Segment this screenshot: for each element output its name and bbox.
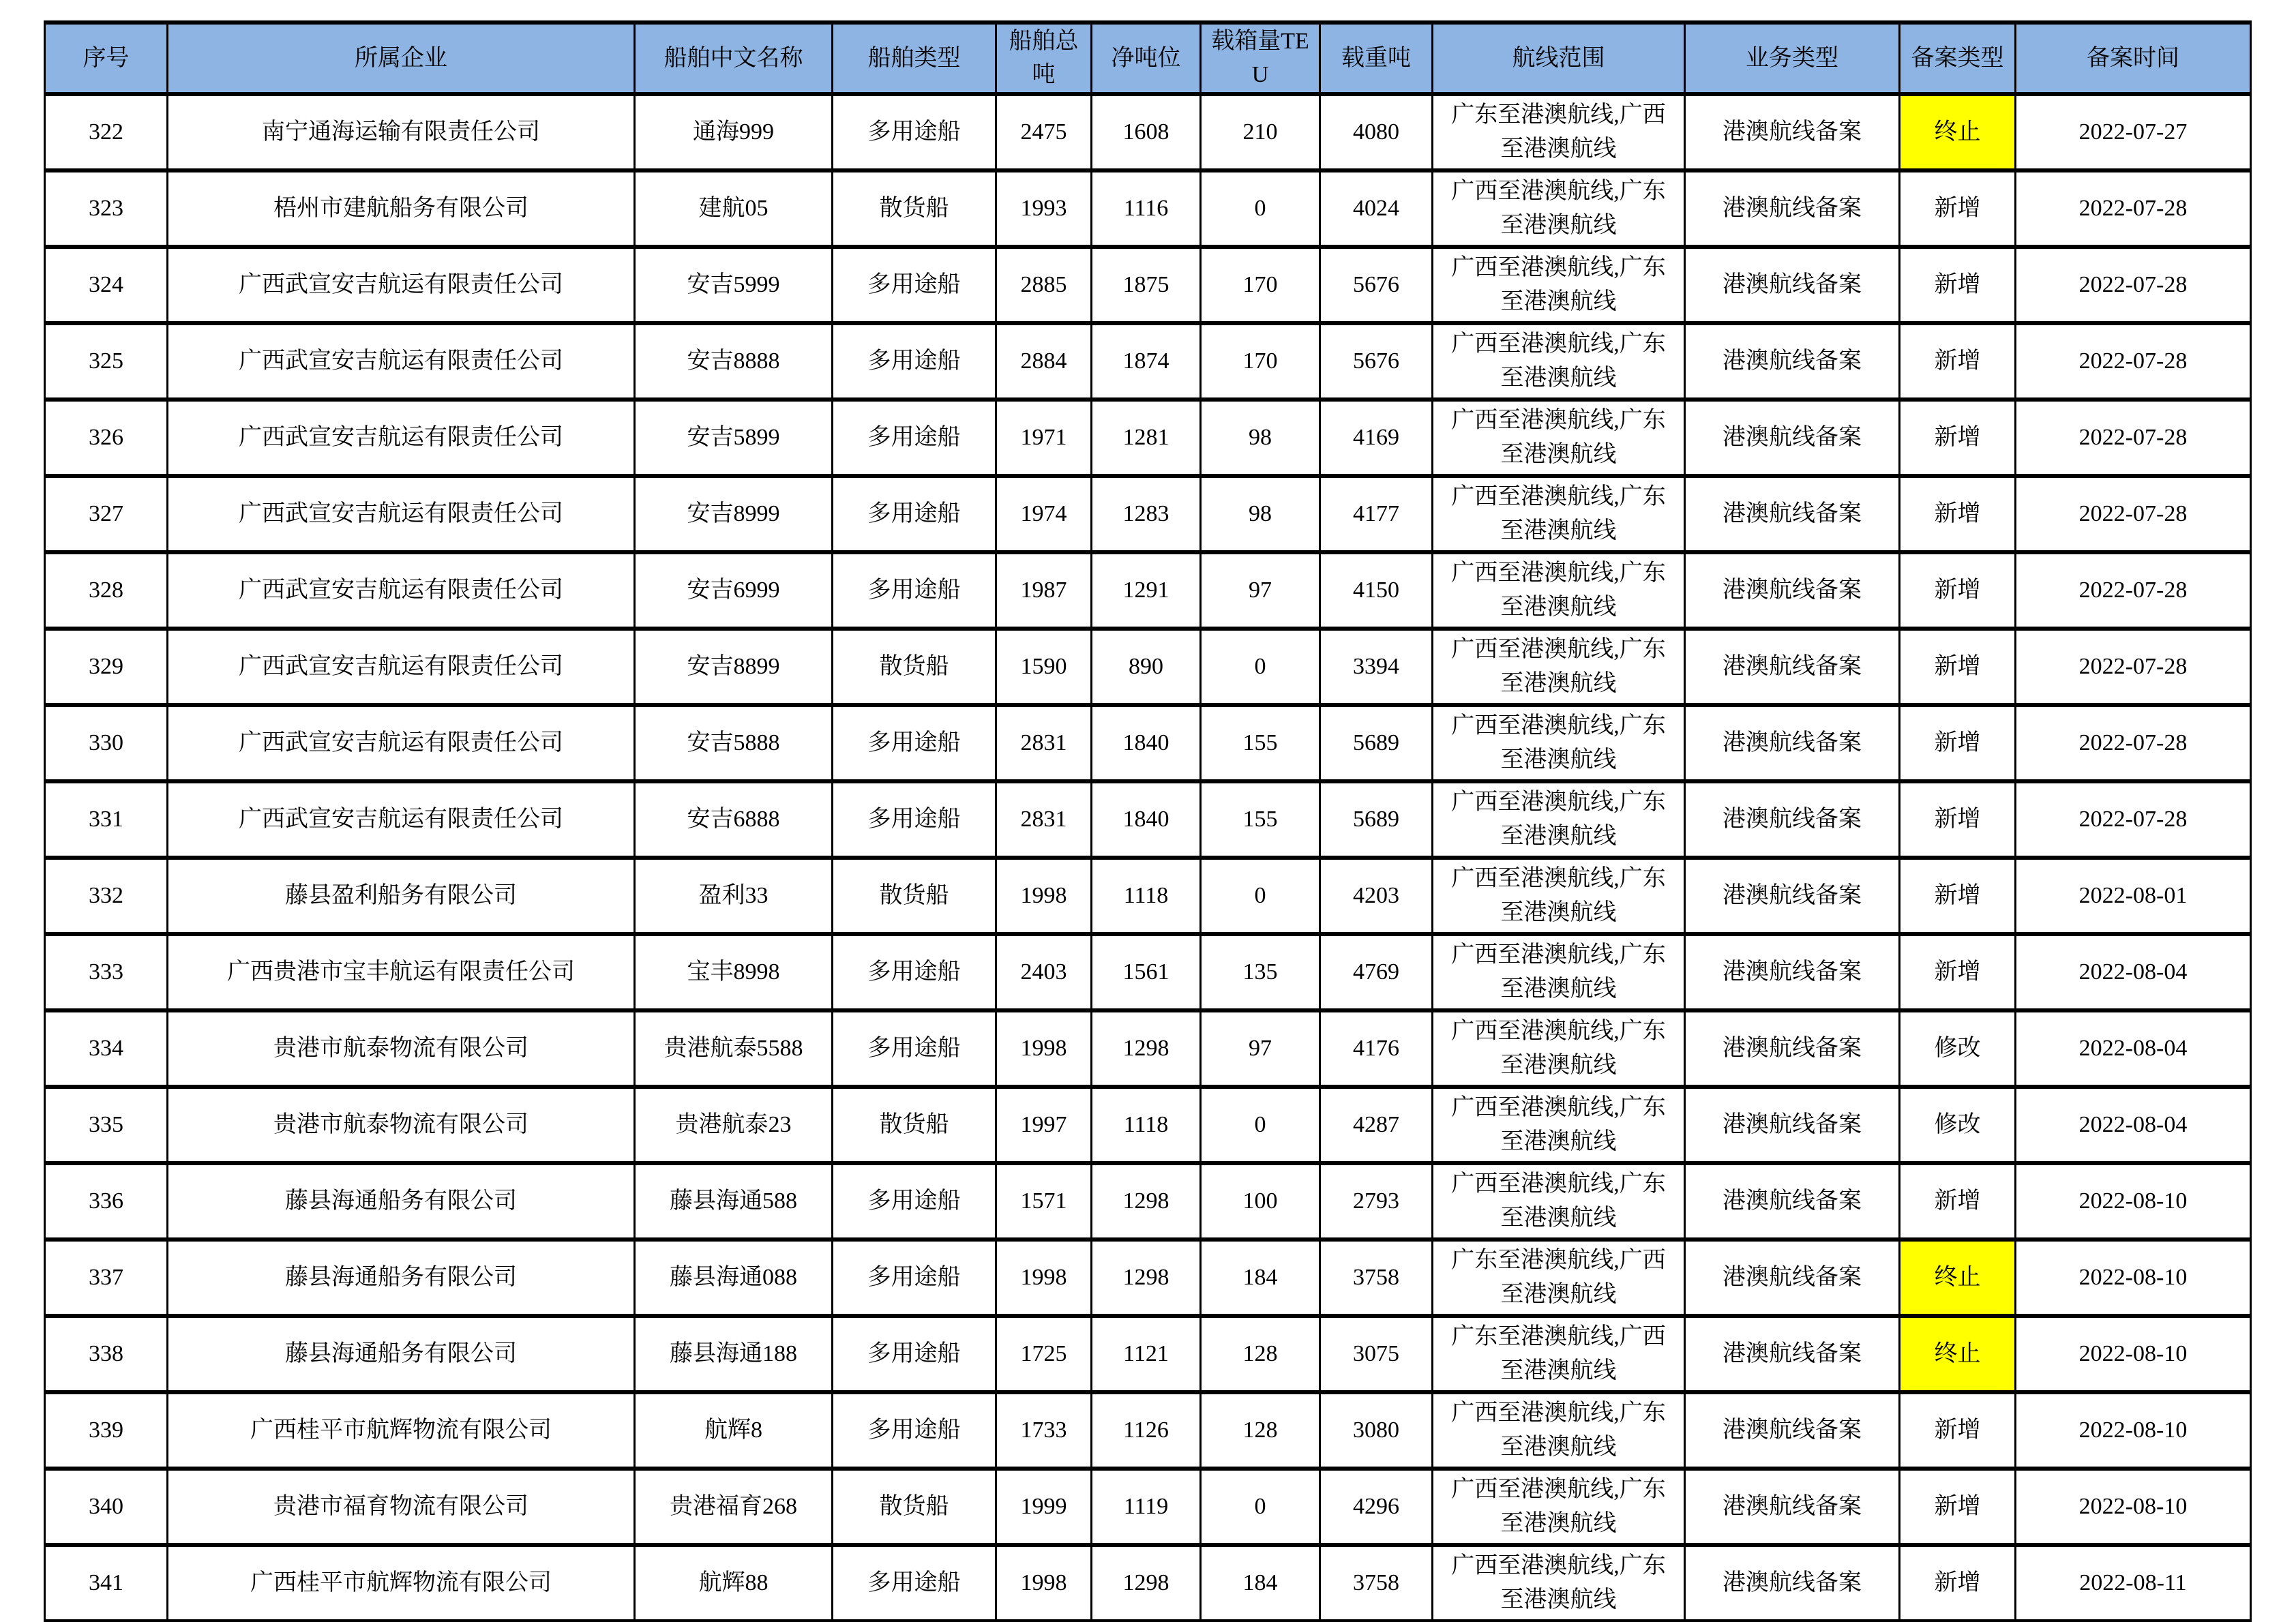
header-filing-type: 备案类型 [1900,22,2016,94]
cell-ship-name: 贵港航泰5588 [635,1010,833,1087]
cell-gross-tonnage: 1993 [996,170,1092,247]
cell-deadweight: 5676 [1320,247,1433,323]
cell-gross-tonnage: 2885 [996,247,1092,323]
cell-route: 广西至港澳航线,广东至港澳航线 [1433,858,1685,934]
cell-net-tonnage: 1298 [1092,1163,1201,1240]
cell-seq: 337 [45,1240,168,1316]
cell-net-tonnage: 1840 [1092,705,1201,781]
cell-teu: 155 [1201,781,1320,858]
cell-business-type: 港澳航线备案 [1685,781,1900,858]
cell-business-type: 港澳航线备案 [1685,858,1900,934]
cell-route: 广西至港澳航线,广东至港澳航线 [1433,934,1685,1010]
cell-filing-date: 2022-07-28 [2016,400,2251,476]
cell-ship-name: 安吉5999 [635,247,833,323]
cell-teu: 184 [1201,1240,1320,1316]
cell-teu: 170 [1201,247,1320,323]
cell-company: 梧州市建航船务有限公司 [168,170,635,247]
cell-seq: 335 [45,1087,168,1163]
cell-filing-date: 2022-08-04 [2016,934,2251,1010]
cell-deadweight: 2793 [1320,1163,1433,1240]
cell-company: 南宁通海运输有限责任公司 [168,94,635,170]
cell-company: 广西武宣安吉航运有限责任公司 [168,629,635,705]
cell-ship-name: 安吉8999 [635,476,833,552]
cell-deadweight: 4024 [1320,170,1433,247]
cell-ship-type: 多用途船 [833,1010,996,1087]
cell-company: 藤县海通船务有限公司 [168,1163,635,1240]
cell-seq: 331 [45,781,168,858]
cell-ship-type: 多用途船 [833,934,996,1010]
cell-teu: 128 [1201,1316,1320,1392]
cell-gross-tonnage: 1987 [996,552,1092,629]
cell-teu: 135 [1201,934,1320,1010]
cell-ship-name: 建航05 [635,170,833,247]
cell-gross-tonnage: 1998 [996,858,1092,934]
cell-ship-type: 多用途船 [833,323,996,400]
cell-route: 广西至港澳航线,广东至港澳航线 [1433,552,1685,629]
cell-seq: 325 [45,323,168,400]
cell-seq: 334 [45,1010,168,1087]
cell-ship-type: 多用途船 [833,1316,996,1392]
cell-deadweight: 5689 [1320,781,1433,858]
cell-gross-tonnage: 1999 [996,1469,1092,1545]
cell-teu: 0 [1201,858,1320,934]
cell-teu: 184 [1201,1545,1320,1621]
cell-teu: 170 [1201,323,1320,400]
cell-seq: 328 [45,552,168,629]
cell-ship-type: 散货船 [833,629,996,705]
cell-ship-name: 盈利33 [635,858,833,934]
cell-filing-type: 新增 [1900,247,2016,323]
cell-filing-type: 新增 [1900,934,2016,1010]
cell-filing-date: 2022-07-28 [2016,476,2251,552]
cell-filing-type: 修改 [1900,1087,2016,1163]
cell-deadweight: 3394 [1320,629,1433,705]
cell-company: 广西桂平市航辉物流有限公司 [168,1392,635,1469]
cell-company: 藤县盈利船务有限公司 [168,858,635,934]
table-row [45,1240,2251,1316]
cell-seq: 333 [45,934,168,1010]
table-header [45,22,2251,94]
table-row [45,170,2251,247]
cell-deadweight: 4287 [1320,1087,1433,1163]
cell-business-type: 港澳航线备案 [1685,1392,1900,1469]
cell-teu: 0 [1201,629,1320,705]
header-gross-tonnage: 船舶总吨 [996,22,1092,94]
cell-deadweight: 3075 [1320,1316,1433,1392]
cell-route: 广西至港澳航线,广东至港澳航线 [1433,1469,1685,1545]
cell-seq: 338 [45,1316,168,1392]
cell-ship-type: 多用途船 [833,247,996,323]
cell-gross-tonnage: 2831 [996,781,1092,858]
header-business-type: 业务类型 [1685,22,1900,94]
header-deadweight: 载重吨 [1320,22,1433,94]
cell-filing-type: 终止 [1900,1240,2016,1316]
cell-ship-name: 安吉5888 [635,705,833,781]
table-row [45,323,2251,400]
cell-net-tonnage: 1283 [1092,476,1201,552]
cell-business-type: 港澳航线备案 [1685,1087,1900,1163]
cell-teu: 210 [1201,94,1320,170]
cell-route: 广西至港澳航线,广东至港澳航线 [1433,400,1685,476]
cell-net-tonnage: 1875 [1092,247,1201,323]
cell-filing-date: 2022-08-10 [2016,1316,2251,1392]
cell-net-tonnage: 1840 [1092,781,1201,858]
cell-gross-tonnage: 1971 [996,400,1092,476]
cell-route: 广西至港澳航线,广东至港澳航线 [1433,705,1685,781]
header-ship-name: 船舶中文名称 [635,22,833,94]
table-row [45,247,2251,323]
table-row [45,629,2251,705]
cell-business-type: 港澳航线备案 [1685,170,1900,247]
cell-filing-date: 2022-07-28 [2016,170,2251,247]
cell-filing-date: 2022-08-01 [2016,858,2251,934]
cell-filing-type: 新增 [1900,705,2016,781]
cell-seq: 341 [45,1545,168,1621]
cell-filing-type: 新增 [1900,552,2016,629]
cell-route: 广西至港澳航线,广东至港澳航线 [1433,1087,1685,1163]
cell-business-type: 港澳航线备案 [1685,552,1900,629]
cell-company: 广西武宣安吉航运有限责任公司 [168,476,635,552]
cell-ship-name: 航辉8 [635,1392,833,1469]
cell-deadweight: 3758 [1320,1545,1433,1621]
header-net-tonnage: 净吨位 [1092,22,1201,94]
table-row [45,94,2251,170]
cell-net-tonnage: 1119 [1092,1469,1201,1545]
cell-deadweight: 4080 [1320,94,1433,170]
cell-ship-type: 散货船 [833,858,996,934]
cell-company: 广西武宣安吉航运有限责任公司 [168,552,635,629]
cell-filing-date: 2022-07-28 [2016,323,2251,400]
cell-route: 广西至港澳航线,广东至港澳航线 [1433,170,1685,247]
cell-filing-type: 新增 [1900,858,2016,934]
cell-company: 广西武宣安吉航运有限责任公司 [168,705,635,781]
table-row [45,1163,2251,1240]
cell-business-type: 港澳航线备案 [1685,400,1900,476]
cell-deadweight: 3080 [1320,1392,1433,1469]
cell-net-tonnage: 1116 [1092,170,1201,247]
cell-filing-type: 新增 [1900,1545,2016,1621]
table-row [45,705,2251,781]
cell-filing-date: 2022-08-11 [2016,1545,2251,1621]
cell-seq: 336 [45,1163,168,1240]
cell-business-type: 港澳航线备案 [1685,476,1900,552]
cell-ship-name: 贵港航泰23 [635,1087,833,1163]
cell-ship-type: 多用途船 [833,400,996,476]
cell-business-type: 港澳航线备案 [1685,1010,1900,1087]
table-row [45,552,2251,629]
cell-route: 广西至港澳航线,广东至港澳航线 [1433,1545,1685,1621]
cell-gross-tonnage: 2831 [996,705,1092,781]
cell-route: 广西至港澳航线,广东至港澳航线 [1433,629,1685,705]
header-seq: 序号 [45,22,168,94]
cell-route: 广东至港澳航线,广西至港澳航线 [1433,1316,1685,1392]
cell-seq: 330 [45,705,168,781]
cell-ship-name: 安吉8888 [635,323,833,400]
cell-net-tonnage: 1118 [1092,1087,1201,1163]
cell-filing-date: 2022-07-28 [2016,629,2251,705]
cell-ship-type: 散货船 [833,170,996,247]
cell-net-tonnage: 1298 [1092,1010,1201,1087]
cell-teu: 97 [1201,1010,1320,1087]
cell-ship-name: 安吉6999 [635,552,833,629]
table-row [45,1010,2251,1087]
cell-ship-type: 多用途船 [833,94,996,170]
cell-business-type: 港澳航线备案 [1685,1316,1900,1392]
cell-route: 广西至港澳航线,广东至港澳航线 [1433,323,1685,400]
cell-teu: 0 [1201,1087,1320,1163]
cell-ship-type: 散货船 [833,1469,996,1545]
cell-route: 广西至港澳航线,广东至港澳航线 [1433,476,1685,552]
cell-business-type: 港澳航线备案 [1685,247,1900,323]
cell-net-tonnage: 1126 [1092,1392,1201,1469]
cell-gross-tonnage: 1733 [996,1392,1092,1469]
header-ship-type: 船舶类型 [833,22,996,94]
cell-seq: 327 [45,476,168,552]
cell-filing-date: 2022-07-27 [2016,94,2251,170]
cell-deadweight: 3758 [1320,1240,1433,1316]
cell-net-tonnage: 1291 [1092,552,1201,629]
cell-route: 广西至港澳航线,广东至港澳航线 [1433,1163,1685,1240]
cell-net-tonnage: 1561 [1092,934,1201,1010]
cell-business-type: 港澳航线备案 [1685,1545,1900,1621]
cell-deadweight: 4177 [1320,476,1433,552]
cell-teu: 98 [1201,400,1320,476]
cell-ship-name: 藤县海通188 [635,1316,833,1392]
cell-ship-name: 贵港福育268 [635,1469,833,1545]
cell-ship-name: 航辉88 [635,1545,833,1621]
cell-filing-date: 2022-08-10 [2016,1469,2251,1545]
cell-deadweight: 4169 [1320,400,1433,476]
cell-teu: 0 [1201,170,1320,247]
cell-company: 广西武宣安吉航运有限责任公司 [168,247,635,323]
cell-net-tonnage: 1121 [1092,1316,1201,1392]
cell-ship-name: 通海999 [635,94,833,170]
cell-ship-type: 多用途船 [833,1392,996,1469]
cell-business-type: 港澳航线备案 [1685,629,1900,705]
ship-filing-table [44,20,2252,1622]
cell-teu: 97 [1201,552,1320,629]
cell-filing-type: 新增 [1900,629,2016,705]
cell-business-type: 港澳航线备案 [1685,1163,1900,1240]
cell-net-tonnage: 1118 [1092,858,1201,934]
cell-filing-type: 新增 [1900,781,2016,858]
cell-seq: 329 [45,629,168,705]
cell-gross-tonnage: 1571 [996,1163,1092,1240]
cell-gross-tonnage: 1590 [996,629,1092,705]
cell-deadweight: 4296 [1320,1469,1433,1545]
cell-gross-tonnage: 1997 [996,1087,1092,1163]
cell-ship-name: 藤县海通088 [635,1240,833,1316]
cell-deadweight: 4203 [1320,858,1433,934]
cell-deadweight: 5689 [1320,705,1433,781]
table-row [45,858,2251,934]
cell-filing-type: 终止 [1900,94,2016,170]
cell-filing-type: 新增 [1900,170,2016,247]
cell-ship-type: 多用途船 [833,705,996,781]
table-row [45,400,2251,476]
cell-route: 广东至港澳航线,广西至港澳航线 [1433,1240,1685,1316]
cell-business-type: 港澳航线备案 [1685,934,1900,1010]
cell-seq: 324 [45,247,168,323]
table-row [45,1545,2251,1621]
cell-net-tonnage: 890 [1092,629,1201,705]
cell-company: 广西武宣安吉航运有限责任公司 [168,781,635,858]
cell-filing-type: 修改 [1900,1010,2016,1087]
cell-ship-name: 安吉5899 [635,400,833,476]
cell-filing-date: 2022-08-04 [2016,1087,2251,1163]
cell-ship-name: 安吉8899 [635,629,833,705]
cell-gross-tonnage: 2884 [996,323,1092,400]
cell-ship-type: 多用途船 [833,552,996,629]
cell-seq: 323 [45,170,168,247]
header-filing-date: 备案时间 [2016,22,2251,94]
cell-deadweight: 4176 [1320,1010,1433,1087]
cell-gross-tonnage: 2403 [996,934,1092,1010]
cell-ship-type: 散货船 [833,1087,996,1163]
cell-ship-type: 多用途船 [833,781,996,858]
cell-filing-date: 2022-08-04 [2016,1010,2251,1087]
header-route: 航线范围 [1433,22,1685,94]
cell-gross-tonnage: 1725 [996,1316,1092,1392]
cell-filing-date: 2022-07-28 [2016,552,2251,629]
cell-company: 广西桂平市航辉物流有限公司 [168,1545,635,1621]
cell-business-type: 港澳航线备案 [1685,94,1900,170]
cell-ship-name: 藤县海通588 [635,1163,833,1240]
cell-route: 广西至港澳航线,广东至港澳航线 [1433,1010,1685,1087]
cell-filing-type: 新增 [1900,400,2016,476]
cell-net-tonnage: 1298 [1092,1240,1201,1316]
cell-seq: 326 [45,400,168,476]
cell-gross-tonnage: 1998 [996,1240,1092,1316]
cell-net-tonnage: 1298 [1092,1545,1201,1621]
cell-business-type: 港澳航线备案 [1685,1240,1900,1316]
table-body [45,94,2251,1621]
cell-company: 藤县海通船务有限公司 [168,1316,635,1392]
cell-ship-type: 多用途船 [833,1240,996,1316]
cell-ship-type: 多用途船 [833,476,996,552]
cell-net-tonnage: 1874 [1092,323,1201,400]
table-row [45,1087,2251,1163]
cell-teu: 0 [1201,1469,1320,1545]
cell-route: 广西至港澳航线,广东至港澳航线 [1433,1392,1685,1469]
cell-route: 广西至港澳航线,广东至港澳航线 [1433,247,1685,323]
cell-company: 广西贵港市宝丰航运有限责任公司 [168,934,635,1010]
cell-ship-type: 多用途船 [833,1545,996,1621]
cell-deadweight: 5676 [1320,323,1433,400]
cell-filing-date: 2022-07-28 [2016,247,2251,323]
cell-teu: 155 [1201,705,1320,781]
cell-net-tonnage: 1281 [1092,400,1201,476]
cell-company: 藤县海通船务有限公司 [168,1240,635,1316]
cell-business-type: 港澳航线备案 [1685,705,1900,781]
cell-filing-type: 终止 [1900,1316,2016,1392]
cell-filing-type: 新增 [1900,1163,2016,1240]
cell-filing-type: 新增 [1900,1469,2016,1545]
table-row [45,1392,2251,1469]
cell-filing-date: 2022-08-10 [2016,1392,2251,1469]
cell-ship-name: 安吉6888 [635,781,833,858]
header-row [45,22,2251,94]
cell-filing-date: 2022-07-28 [2016,705,2251,781]
cell-teu: 100 [1201,1163,1320,1240]
cell-ship-type: 多用途船 [833,1163,996,1240]
cell-teu: 98 [1201,476,1320,552]
cell-teu: 128 [1201,1392,1320,1469]
cell-seq: 339 [45,1392,168,1469]
cell-route: 广东至港澳航线,广西至港澳航线 [1433,94,1685,170]
cell-gross-tonnage: 1974 [996,476,1092,552]
cell-seq: 332 [45,858,168,934]
cell-filing-type: 新增 [1900,323,2016,400]
cell-filing-type: 新增 [1900,1392,2016,1469]
cell-business-type: 港澳航线备案 [1685,323,1900,400]
cell-deadweight: 4150 [1320,552,1433,629]
cell-ship-name: 宝丰8998 [635,934,833,1010]
cell-seq: 340 [45,1469,168,1545]
cell-filing-type: 新增 [1900,476,2016,552]
cell-deadweight: 4769 [1320,934,1433,1010]
cell-filing-date: 2022-07-28 [2016,781,2251,858]
table-row [45,1469,2251,1545]
cell-net-tonnage: 1608 [1092,94,1201,170]
cell-gross-tonnage: 2475 [996,94,1092,170]
table-row [45,781,2251,858]
cell-filing-date: 2022-08-10 [2016,1240,2251,1316]
cell-seq: 322 [45,94,168,170]
table-row [45,934,2251,1010]
cell-business-type: 港澳航线备案 [1685,1469,1900,1545]
header-company: 所属企业 [168,22,635,94]
cell-company: 贵港市航泰物流有限公司 [168,1010,635,1087]
cell-filing-date: 2022-08-10 [2016,1163,2251,1240]
cell-company: 广西武宣安吉航运有限责任公司 [168,400,635,476]
table-row [45,476,2251,552]
cell-company: 贵港市福育物流有限公司 [168,1469,635,1545]
table-row [45,1316,2251,1392]
cell-company: 贵港市航泰物流有限公司 [168,1087,635,1163]
cell-gross-tonnage: 1998 [996,1010,1092,1087]
cell-route: 广西至港澳航线,广东至港澳航线 [1433,781,1685,858]
cell-gross-tonnage: 1998 [996,1545,1092,1621]
header-teu: 载箱量TEU [1201,22,1320,94]
cell-company: 广西武宣安吉航运有限责任公司 [168,323,635,400]
